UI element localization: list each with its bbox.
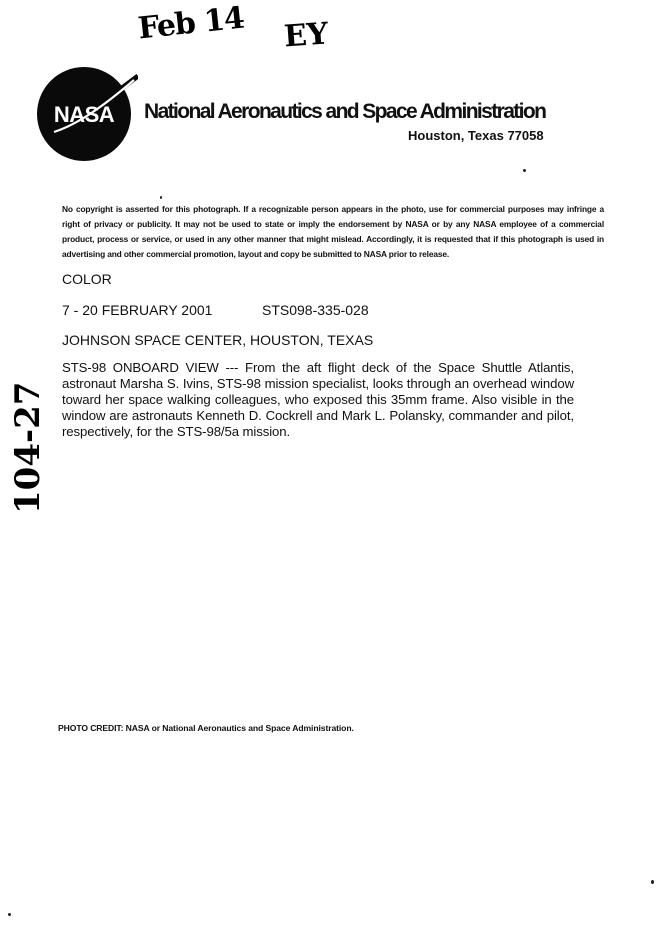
agency-name: National Aeronautics and Space Administration	[144, 100, 546, 123]
mission-dates: 7 - 20 FEBRUARY 2001	[62, 302, 213, 318]
copyright-disclaimer: No copyright is asserted for this photograph. If a recognizable person appears in the photo, use for commercial purposes may infringe a right of privacy or publicity. It may not be used to state or imply the endorsement by NASA or by any NASA employee of a commercial product, process or service, or used in any other manner that might mislead. Accordingly, it is requested that if this photograph is used in advertising and other commercial promotion, layout and copy be submitted to NASA prior to release.	[62, 204, 604, 259]
photo-credit: PHOTO CREDIT: NASA or National Aeronautics and Space Administration.	[58, 723, 354, 733]
scan-speck	[523, 169, 526, 172]
scan-speck	[160, 196, 162, 199]
scan-speck	[8, 913, 11, 916]
handwritten-date: Feb 14	[136, 0, 246, 47]
nasa-logo	[34, 62, 138, 162]
nasa-logo-text: NASA	[53, 102, 115, 127]
photo-caption: STS-98 ONBOARD VIEW --- From the aft flight deck of the Space Shuttle Atlantis, astronaut Marsha S. Ivins, STS-98 mission specialist, looks through an overhead window toward her space walking colleagues, who exposed this 35mm frame. Also visible in the window are astronauts Kenneth D. Cockrell and Mark L. Polansky, commander and pilot, respectively, for the STS-98/5a mission.	[62, 360, 574, 439]
photo-id: STS098-335-028	[262, 302, 369, 318]
space-center: JOHNSON SPACE CENTER, HOUSTON, TEXAS	[62, 332, 374, 348]
agency-address: Houston, Texas 77058	[408, 128, 544, 143]
scan-speck	[651, 880, 654, 884]
color-label: COLOR	[62, 271, 112, 287]
handwritten-side-number: 104-27	[8, 381, 48, 514]
handwritten-initials: EY	[282, 16, 330, 55]
